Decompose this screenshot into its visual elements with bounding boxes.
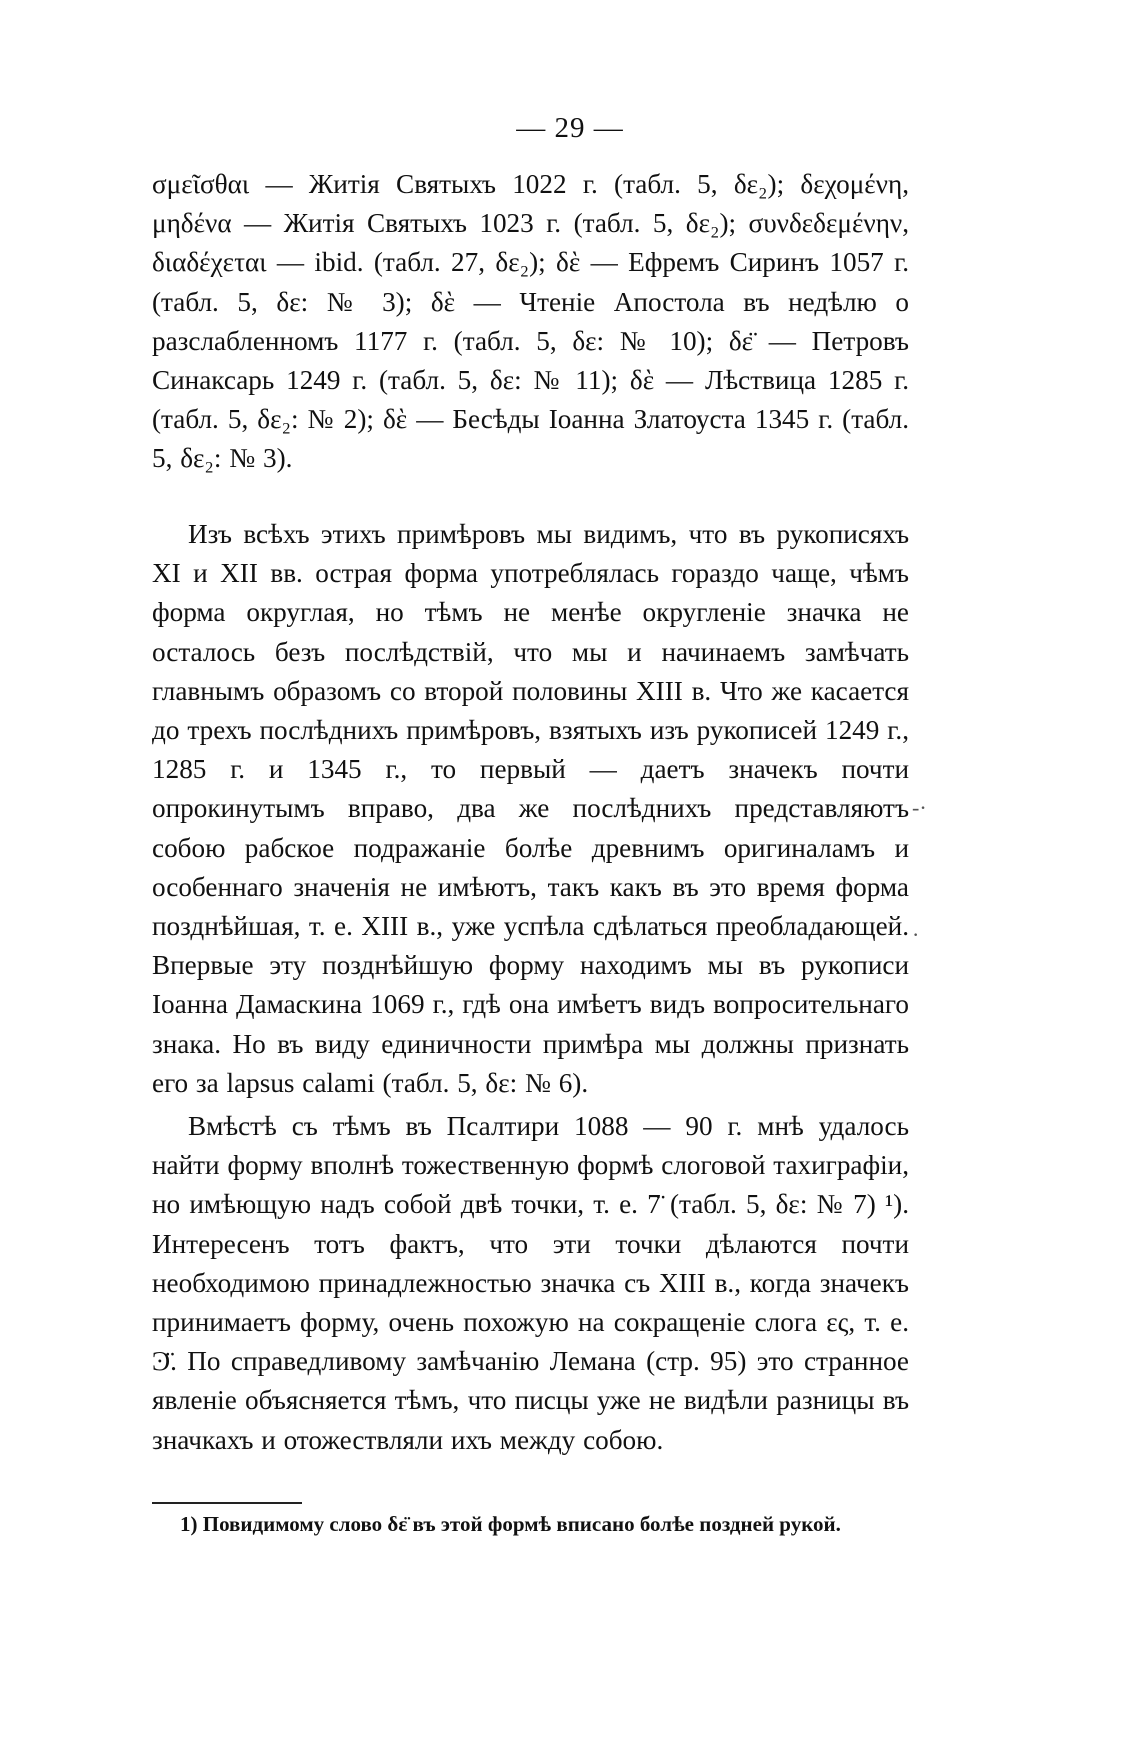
paragraph-analysis: Изъ всѣхъ этихъ примѣровъ мы видимъ, что въ рукописяхъ XI и XII вв. острая форма употреблялась гораздо чаще, чѣмъ форма округлая, но тѣмъ не менѣе округленіе значка не осталось безъ послѣдствій, что мы и начинаемъ замѣчать главнымъ образомъ со второй половины XIII в. Что же касается до трехъ послѣднихъ примѣровъ, взятыхъ изъ рукописей 1249 г., 1285 г. и 1345 г., то первый — даетъ значекъ почти опрокинутымъ вправо, два же послѣднихъ представляютъ собою рабское подражаніе болѣе древнимъ оригиналамъ и особеннаго значенія не имѣютъ, такъ какъ въ это время форма позднѣйшая, т. е. XIII в., уже успѣла сдѣлаться преобладающей. Впервые эту позднѣйшую форму находимъ мы въ рукописи Іоанна Дамаскина 1069 г., гдѣ она имѣетъ видъ вопросительнаго знака. Но въ виду единичности примѣра мы должны признать его за lapsus calami (табл. 5, δε: № 6). [152,519,909,1098]
paragraph-examples: σμεῖσθαι — Житія Святыхъ 1022 г. (табл. 5, δε₂); δεχομένη, μηδένα — Житія Святыхъ 1023 г. (табл. 5, δε₂); συνδεδεμένην, διαδέχεται — ibid. (табл. 27, δε₂); δὲ — Ефремъ Сиринъ 1057 г. (табл. 5, δε: № 3); δὲ — Чтеніе Апостола въ недѣлю о разслабленномъ 1177 г. (табл. 5, δε: № 10); δε̈ — Петровъ Синаксарь 1249 г. (табл. 5, δε: № 11); δὲ — Лѣствица 1285 г. (табл. 5, δε₂: № 2); δὲ — Бесѣды Іоанна Златоуста 1345 г. (табл. 5, δε₂: № 3). [152,169,909,474]
paragraph-psalter: Вмѣстѣ съ тѣмъ въ Псалтири 1088 — 90 г. мнѣ удалось найти форму вполнѣ тожественную формѣ слоговой тахиграфіи, но имѣющую надъ собой двѣ точки, т. е. 7̈ (табл. 5, δε: № 7) ¹). Интересенъ тотъ фактъ, что эти точки дѣлаются почти необходимою принадлежностью значка съ XIII в., когда значекъ принимаетъ форму, очень похожую на сокращеніе слога ες, т. е. Ͽ̈. По справедливому замѣчанію Лемана (стр. 95) это странное явленіе объясняется тѣмъ, что писцы уже не видѣли разницы въ значкахъ и отожествляли ихъ между собою. [152,1111,909,1455]
page-number: — 29 — [516,112,624,144]
margin-mark: -· [912,795,927,820]
margin-mark: · [912,922,920,947]
footnote: 1) Повидимому слово δε̈ въ этой формѣ вписано болѣе поздней рукой. [180,1512,841,1536]
footnote-divider [152,1502,302,1504]
